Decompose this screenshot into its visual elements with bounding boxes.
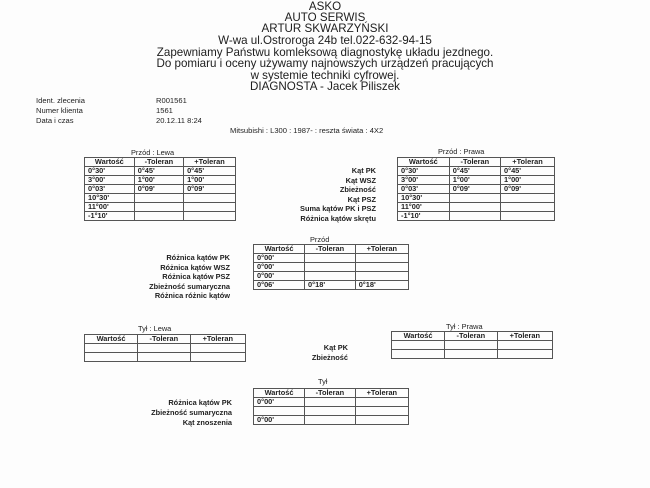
table-row [85,176,236,185]
table-cell [445,341,498,350]
table-cell [85,353,138,362]
table-row [254,398,409,407]
table-cell: 11°00' [85,203,135,212]
table-row [85,344,246,353]
table-cell: 1°00' [501,176,555,185]
table-cell [305,398,356,407]
table-cell [305,407,356,416]
table-row [254,407,409,416]
parameter-label: Zbieżność sumaryczna [149,281,230,291]
parameter-label: Kąt PK [351,166,376,175]
meta-row [36,106,202,116]
table-row [254,272,409,281]
parameter-label: Kąt PK [323,343,348,352]
table-cell: 0°09' [449,185,500,194]
col-header: Wartość [392,332,445,341]
table-row [254,281,409,290]
rear-parameter-labels [256,343,348,363]
table-cell [449,194,500,203]
table-cell [449,212,500,221]
table-header-row [85,335,246,344]
table-cell: 0°00' [254,263,305,272]
col-header: Wartość [85,335,138,344]
parameter-label: Zbieżność sumaryczna [151,408,232,417]
parameter-label: Różnica kątów skrętu [300,213,376,223]
col-header: -Toleran [138,335,191,344]
rear-axle-labels [100,398,232,428]
table-cell [138,353,191,362]
meta-label: Ident. zlecenia [36,96,85,105]
front-axle-labels [100,253,230,301]
table-cell [501,212,555,221]
col-header: Wartość [254,389,305,398]
parameter-label: Suma kątów PK i PSZ [300,204,376,213]
vehicle-info: Mitsubishi : L300 : 1987- : reszta świata : 4X2 [230,126,384,135]
table-row [398,176,555,185]
table-cell: 0°00' [254,398,305,407]
table-cell: 0°30' [85,167,135,176]
col-header: Wartość [398,158,450,167]
front-left-title: Przód : Lewa [131,148,175,157]
col-header: +Toleran [355,389,408,398]
front-parameter-labels [250,166,376,223]
table-row [392,350,553,359]
table-cell: 0°30' [398,167,450,176]
table-cell [184,194,236,203]
parameter-label: Różnica kątów WSZ [160,262,230,272]
table-cell [134,194,183,203]
col-header: -Toleran [134,158,183,167]
table-cell: 0°03' [398,185,450,194]
header-line-4: W-wa ul.Ostroroga 24b tel.022-632-94-15 [218,34,432,47]
parameter-label: Różnica kątów PK [168,398,232,407]
table-cell [134,203,183,212]
table-row [398,203,555,212]
table-cell: 0°09' [184,185,236,194]
table-cell [305,254,356,263]
table-cell: 0°45' [184,167,236,176]
front-axle-table [253,244,409,290]
table-cell: 0°00' [254,254,305,263]
table-cell [392,341,445,350]
front-left-table [84,157,236,221]
meta-value: 1561 [156,106,173,115]
table-cell: 1°00' [184,176,236,185]
meta-label: Data i czas [36,116,74,125]
header-line-8: DIAGNOSTA - Jacek Piliszek [250,80,400,93]
table-cell: 0°45' [501,167,555,176]
table-cell: 0°03' [85,185,135,194]
parameter-label: Różnica kątów PK [166,253,230,262]
table-row [254,263,409,272]
table-cell [355,398,408,407]
table-cell [138,344,191,353]
table-cell [184,203,236,212]
table-row [85,212,236,221]
front-axle-title: Przód [310,235,330,244]
table-cell: 0°00' [254,416,305,425]
table-cell [497,350,552,359]
table-cell [305,416,356,425]
header-line-3: ARTUR SKWARZYŃSKI [261,22,389,35]
parameter-label: Zbieżność [311,353,348,362]
col-header: -Toleran [305,389,356,398]
table-row [254,416,409,425]
table-cell: 0°00' [254,272,305,281]
meta-row [36,96,202,106]
parameter-label: Kąt WSZ [345,175,376,185]
col-header: +Toleran [184,158,236,167]
col-header: Wartość [254,245,305,254]
table-cell [355,416,408,425]
table-cell: 0°45' [134,167,183,176]
table-cell [501,194,555,203]
table-cell: 0°18' [355,281,408,290]
front-right-title: Przód : Prawa [438,147,485,156]
table-row [85,167,236,176]
table-cell [305,263,356,272]
table-row [254,254,409,263]
col-header: -Toleran [445,332,498,341]
table-row [398,167,555,176]
table-cell [497,341,552,350]
col-header: +Toleran [190,335,245,344]
header-line-6: Do pomiaru i oceny używamy najnowszych urządzeń pracujących [156,57,494,70]
table-cell: -1°10' [85,212,135,221]
table-cell: -1°10' [398,212,450,221]
table-cell [392,350,445,359]
table-cell: 3°00' [85,176,135,185]
col-header: -Toleran [449,158,500,167]
front-right-table [397,157,555,221]
rear-left-table [84,334,246,362]
meta-value: R001561 [156,96,187,105]
table-cell [355,407,408,416]
table-cell: 10°30' [85,194,135,203]
parameter-label: Kąt znoszenia [182,418,232,427]
col-header: -Toleran [305,245,356,254]
table-header-row [254,389,409,398]
rear-right-table [391,331,553,359]
table-cell: 0°06' [254,281,305,290]
rear-left-title: Tył : Lewa [138,324,172,333]
col-header: +Toleran [355,245,408,254]
table-header-row [254,245,409,254]
table-cell: 1°00' [449,176,500,185]
table-cell: 10°30' [398,194,450,203]
order-meta [36,96,202,126]
table-cell [85,344,138,353]
table-cell: 1°00' [134,176,183,185]
table-cell: 0°09' [501,185,555,194]
table-row [85,353,246,362]
table-cell [134,212,183,221]
table-row [398,212,555,221]
header-line-5: Zapewniamy Państwu komleksową diagnostykę układu jezdnego. [156,46,494,59]
table-cell [355,263,408,272]
table-cell: 11°00' [398,203,450,212]
table-cell [190,353,245,362]
meta-row [36,116,202,126]
header-line-2: AUTO SERWIS [284,11,366,24]
table-cell [449,203,500,212]
table-row [392,341,553,350]
table-cell [190,344,245,353]
table-cell: 3°00' [398,176,450,185]
rear-right-title: Tył : Prawa [446,322,483,331]
parameter-label: Różnica różnic kątów [154,291,230,300]
col-header: Wartość [85,158,135,167]
col-header: +Toleran [497,332,552,341]
meta-value: 20.12.11 8:24 [156,116,202,125]
table-cell: 0°45' [449,167,500,176]
parameter-label: Zbieżność [339,185,376,194]
table-header-row [85,158,236,167]
table-cell [501,203,555,212]
table-cell: 0°18' [305,281,356,290]
table-header-row [398,158,555,167]
table-header-row [392,332,553,341]
rear-axle-table [253,388,409,425]
rear-axle-title: Tył [318,377,328,386]
header-line-1: ASKO [308,0,342,13]
table-cell [445,350,498,359]
meta-label: Numer klienta [36,106,83,115]
table-cell: 0°09' [134,185,183,194]
parameter-label: Różnica kątów PSZ [162,272,230,281]
table-cell [184,212,236,221]
header-line-7: w systemie techniki cyfrowej. [250,69,400,82]
col-header: +Toleran [501,158,555,167]
parameter-label: Kąt PSZ [347,194,376,204]
table-cell [355,254,408,263]
